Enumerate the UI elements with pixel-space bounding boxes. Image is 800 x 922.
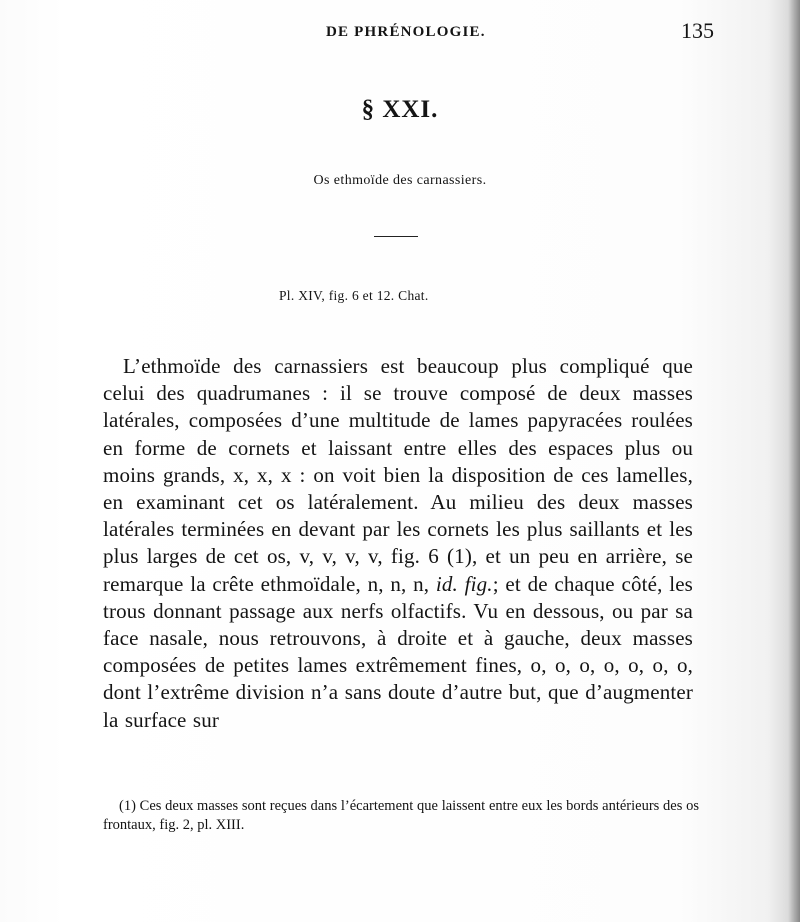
page-number: 135	[681, 18, 714, 43]
plate-reference: Pl. XIV, fig. 6 et 12. Chat.	[279, 288, 429, 303]
page-edge-shadow	[788, 0, 800, 922]
body-text-part-2: ; et de chaque côté, les trous donnant passage aux nerfs olfactifs. Vu en dessous, ou par sa face nasale, nous retrouvons, à droite et à gauche, deux masses composées de petites lames extrêmement fines, o, o, o, o, o, o, o, dont l’extrême division n’a sans doute d’autre but, que d’augmenter la surface sur	[103, 571, 693, 732]
body-text-part-1: L’ethmoïde des carnassiers est beaucoup plus compliqué que celui des quadrumanes : il se trouve composé de deux masses latérales, composées d’une multitude de lames papyracées roulées en forme de cornets et laissant entre elles des espaces plus ou moins grands, x, x, x : on voit bien la disposition de ces lamelles, en examinant cet os latéralement. Au milieu des deux masses latérales terminées en devant par les cornets les plus saillants et les plus larges de cet os, v, v, v, v, fig. 6 (1), et un peu en arrière, se remarque la crête ethmoïdale, n, n, n,	[103, 354, 693, 596]
section-title: § XXI.	[361, 96, 439, 123]
separator-rule	[374, 236, 418, 237]
footnote: (1) Ces deux masses sont reçues dans l’écartement que laissent entre eux les bords antérieurs des os frontaux, fig. 2, pl. XIII.	[103, 798, 699, 833]
body-paragraph	[103, 353, 693, 734]
section-subtitle: Os ethmoïde des carnassiers.	[313, 173, 487, 188]
body-text	[103, 353, 693, 734]
running-title: DE PHRÉNOLOGIE.	[326, 24, 486, 40]
figure-reference-italic: id. fig.	[435, 571, 493, 596]
